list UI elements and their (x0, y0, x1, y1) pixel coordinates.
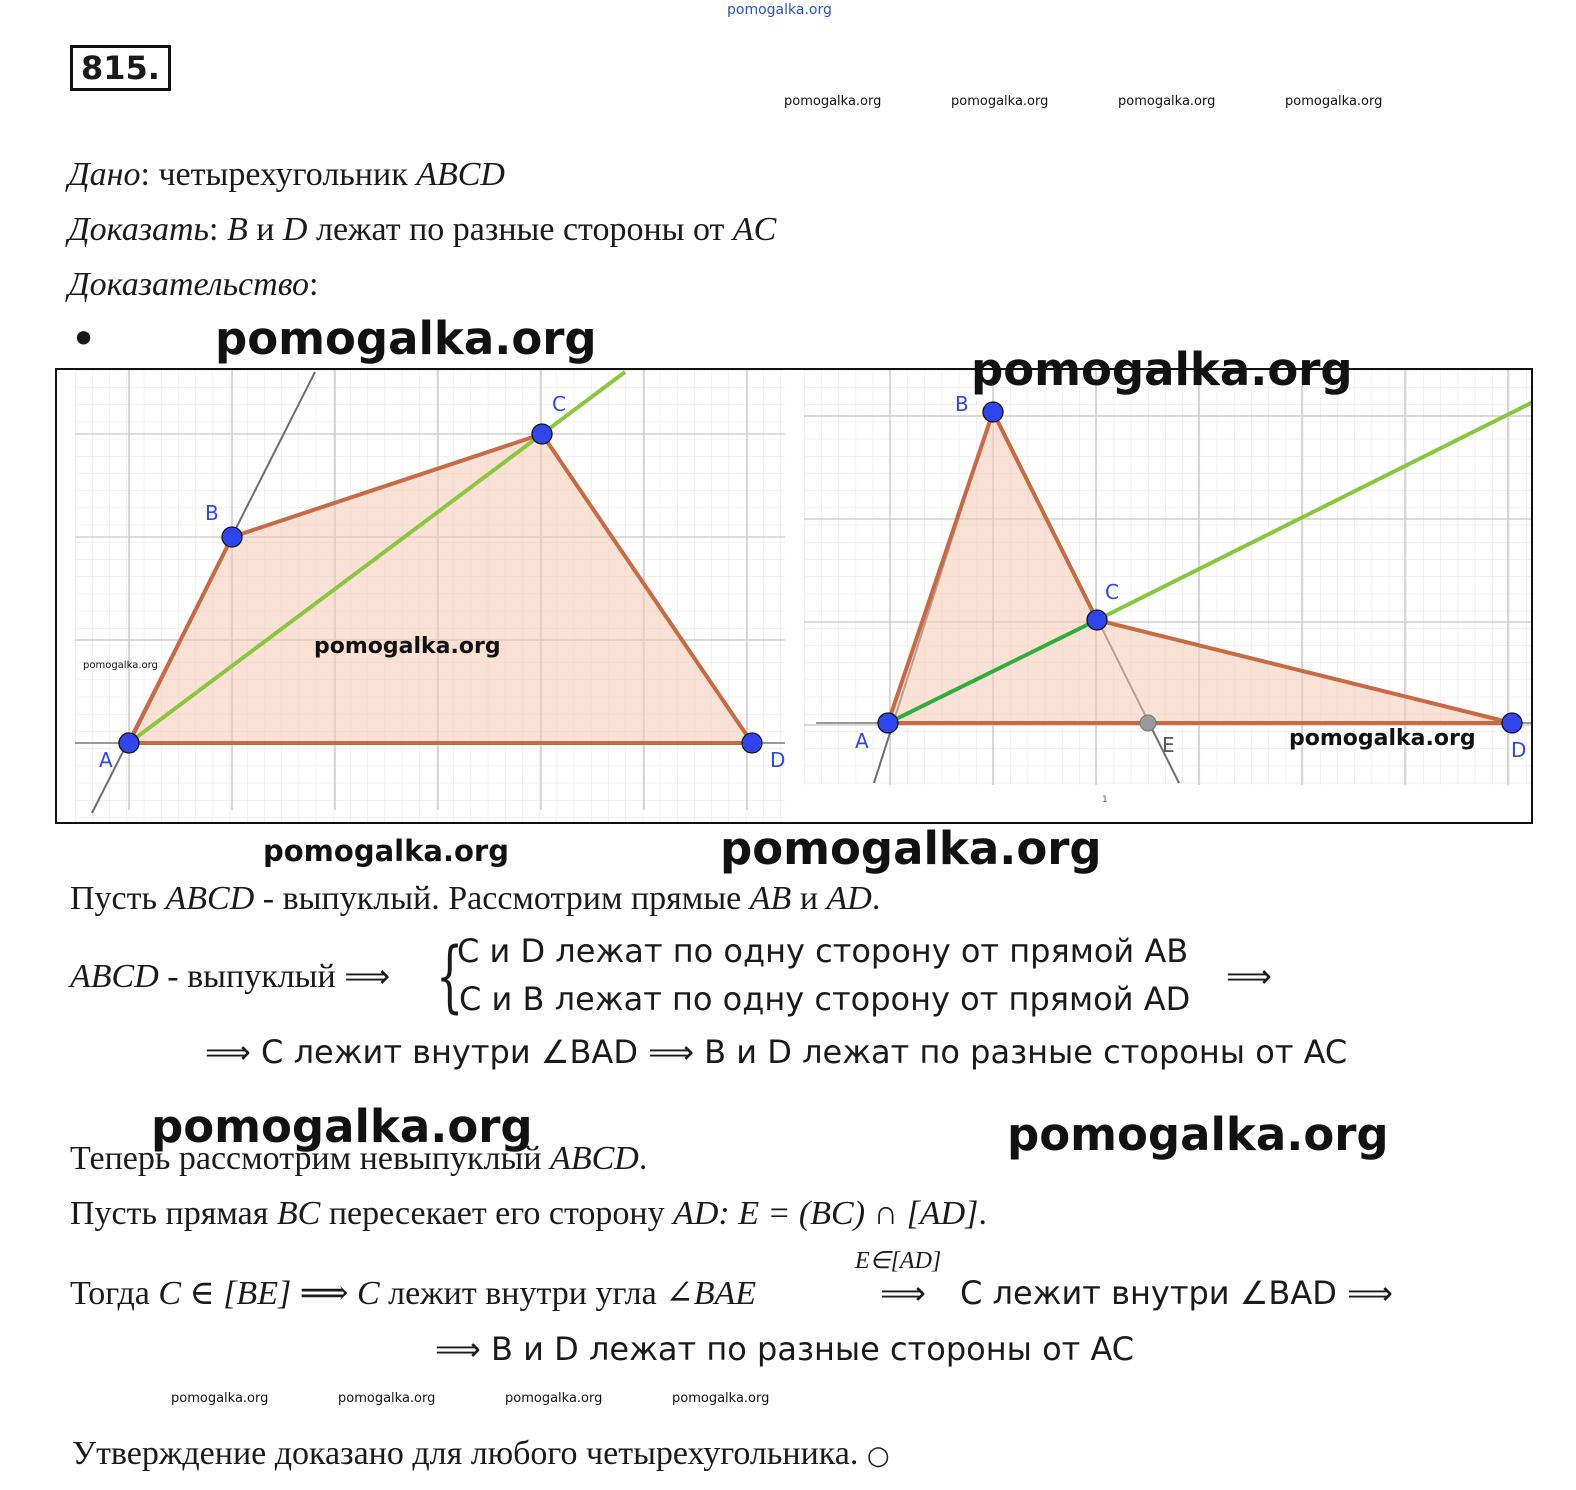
math: C ∈ [BE] ⟹ C (158, 1275, 380, 1312)
math: AB (749, 880, 792, 917)
text: Пусть прямая (70, 1195, 277, 1232)
convex-case-2: C и B лежат по одну сторону от прямой AD (459, 980, 1191, 1018)
watermark-row-top-4: pomogalka.org (1285, 94, 1383, 109)
bullet: • (70, 312, 98, 366)
proof-heading (68, 266, 318, 304)
text: и (791, 880, 827, 917)
prove-line (68, 211, 776, 249)
fig2-label-a: A (855, 729, 869, 753)
watermark-row-bottom-4: pomogalka.org (672, 1391, 770, 1406)
figure-frame (55, 368, 1533, 824)
watermark-row-bottom-1: pomogalka.org (171, 1391, 269, 1406)
nonconvex-line-2 (70, 1195, 987, 1233)
convex-line-3: ⟹ C лежит внутри ∠BAD ⟹ B и D лежат по разные стороны от AC (205, 1033, 1348, 1071)
text: Теперь рассмотрим невыпуклый (70, 1140, 551, 1177)
convex-line-1 (70, 880, 880, 918)
convex-line-2 (70, 957, 390, 996)
watermark-row-bottom-3: pomogalka.org (505, 1391, 603, 1406)
proof-colon: : (309, 266, 319, 303)
nonconvex-line-3-tail: C лежит внутри ∠BAD ⟹ (960, 1274, 1393, 1312)
given-label: Дано (68, 156, 141, 193)
watermark-below-fig-center: pomogalka.org (720, 822, 1102, 875)
watermark-fig-right-top: pomogalka.org (971, 343, 1353, 396)
implies-arrow: ⟹ (344, 957, 391, 995)
watermark-lower-right: pomogalka.org (1007, 1108, 1389, 1161)
watermark-fig-left-small: pomogalka.org (83, 660, 158, 671)
watermark-row-top-1: pomogalka.org (784, 94, 882, 109)
given-line (68, 156, 505, 194)
prove-text: и (247, 211, 283, 248)
prove-label: Доказать (68, 211, 209, 248)
watermark-below-fig-left: pomogalka.org (263, 834, 509, 868)
math: BC (276, 1195, 321, 1232)
figure-nonconvex (804, 370, 1531, 822)
problem-number: 815. (70, 45, 171, 91)
fig1-label-d: D (770, 748, 785, 772)
text: - выпуклый (158, 958, 345, 995)
nonconvex-line-4: ⟹ B и D лежат по разные стороны от AC (435, 1330, 1135, 1368)
conclusion-text: Утверждение доказано для любого четырехугольника. (72, 1435, 867, 1472)
watermark-top: pomogalka.org (727, 2, 832, 18)
figure-convex (57, 370, 785, 822)
text: пересекает его сторону (320, 1195, 674, 1232)
fig2-label-c: C (1105, 580, 1119, 604)
math: ABCD (70, 958, 159, 995)
text: лежит внутри угла (379, 1275, 666, 1312)
fig1-label-a: A (99, 748, 113, 772)
prove-text: лежат по разные стороны от (307, 211, 733, 248)
text: . (638, 1140, 648, 1177)
text: . (871, 880, 881, 917)
conclusion-line (72, 1435, 890, 1473)
fig2-label-d: D (1511, 738, 1527, 762)
text: Пусть (70, 880, 166, 917)
watermark-fig-left-mid: pomogalka.org (314, 634, 501, 659)
text: . (978, 1195, 987, 1232)
nonconvex-line-3 (70, 1273, 756, 1313)
watermark-fig-right-mid: pomogalka.org (1289, 726, 1476, 751)
watermark-row-top-2: pomogalka.org (951, 94, 1049, 109)
math: ABCD (165, 880, 255, 917)
convex-line-2-end-arrow: ⟹ (1226, 957, 1272, 995)
math: ∠BAE (665, 1275, 757, 1312)
proof-label: Доказательство (68, 266, 310, 303)
implies-condition: E∈[AD] (855, 1248, 942, 1274)
fig1-label-b: B (205, 501, 219, 525)
figure-divider (785, 370, 787, 822)
math: ABCD (550, 1140, 639, 1177)
math: AD: E = (BC) ∩ [AD] (673, 1195, 979, 1232)
watermark-bullet: pomogalka.org (215, 312, 597, 365)
fig1-label-c: C (552, 392, 566, 416)
text: - выпуклый. Рассмотрим прямые (254, 880, 750, 917)
system-brace: { (436, 932, 464, 1022)
qed-symbol: ○ (866, 1441, 890, 1471)
prove-text: : (208, 211, 227, 248)
fig2-label-b: B (955, 392, 969, 416)
text: Тогда (70, 1275, 159, 1312)
prove-math: D (282, 211, 308, 248)
watermark-row-bottom-2: pomogalka.org (338, 1391, 436, 1406)
implies-arrow: ⟹ (880, 1274, 926, 1312)
fig2-tick-label: 1 (1102, 795, 1108, 805)
prove-math: B (226, 211, 248, 248)
nonconvex-line-1 (70, 1140, 647, 1178)
given-text: : четырехугольник (140, 156, 417, 193)
given-math: ABCD (416, 156, 505, 193)
prove-math: AC (732, 211, 777, 248)
convex-case-1: C и D лежат по одну сторону от прямой AB (457, 932, 1189, 970)
watermark-row-top-3: pomogalka.org (1118, 94, 1216, 109)
fig2-label-e: E (1162, 733, 1175, 757)
math: AD (826, 880, 872, 917)
watermark-lower-left: pomogalka.org (151, 1100, 533, 1153)
